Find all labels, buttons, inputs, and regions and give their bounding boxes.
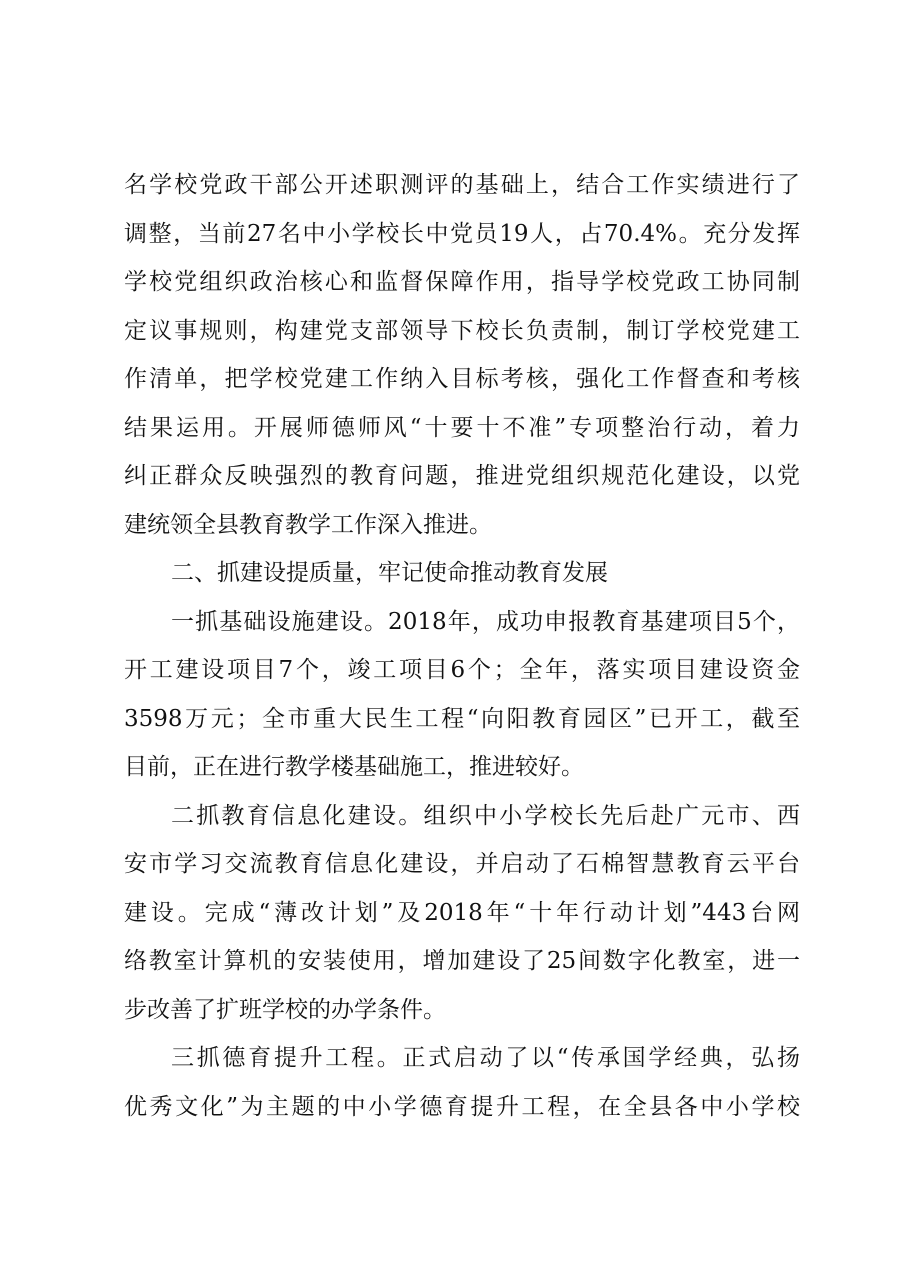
text-line: 二抓教育信息化建设。组织中小学校长先后赴广元市、西 [171, 802, 800, 829]
text-line: 开工建设项目7个，竣工项目6个；全年，落实项目建设资金 [124, 657, 800, 683]
text-line: 学校党组织政治核心和监督保障作用，指导学校党政工协同制 [124, 269, 800, 295]
text-line: 3598万元；全市重大民生工程“向阳教育园区”已开工，截至 [124, 705, 800, 732]
text-line: 结果运用。开展师德师风“十要十不准”专项整治行动，着力 [124, 414, 800, 441]
body-text [124, 161, 800, 1131]
text-line: 作清单，把学校党建工作纳入目标考核，强化工作督查和考核 [124, 366, 800, 392]
text-line: 名学校党政干部公开述职测评的基础上，结合工作实绩进行了 [124, 172, 800, 198]
text-line: 一抓基础设施建设。2018年，成功申报教育基建项目5个， [171, 608, 800, 635]
text-line: 优秀文化”为主题的中小学德育提升工程，在全县各中小学校 [124, 1093, 800, 1120]
section-heading: 二、抓建设提质量，牢记使命推动教育发展 [171, 560, 608, 586]
text-line: 定议事规则，构建党支部领导下校长负责制，制订学校党建工 [124, 317, 800, 344]
text-line: 建统领全县教育教学工作深入推进。 [124, 511, 492, 538]
text-line: 目前，正在进行教学楼基础施工，推进较好。 [124, 754, 584, 780]
text-line: 步改善了扩班学校的办学条件。 [124, 996, 446, 1023]
text-line: 调整，当前27名中小学校长中党员19人，占70.4%。充分发挥 [124, 220, 800, 247]
text-line: 建设。完成“薄改计划”及2018年“十年行动计划”443台网 [124, 899, 800, 926]
text-line: 安市学习交流教育信息化建设，并启动了石棉智慧教育云平台 [124, 851, 800, 877]
text-line: 络教室计算机的安装使用，增加建设了25间数字化教室，进一 [124, 948, 800, 974]
text-line: 三抓德育提升工程。正式启动了以“传承国学经典，弘扬 [171, 1045, 800, 1071]
text-line: 纠正群众反映强烈的教育问题，推进党组织规范化建设，以党 [124, 463, 800, 489]
